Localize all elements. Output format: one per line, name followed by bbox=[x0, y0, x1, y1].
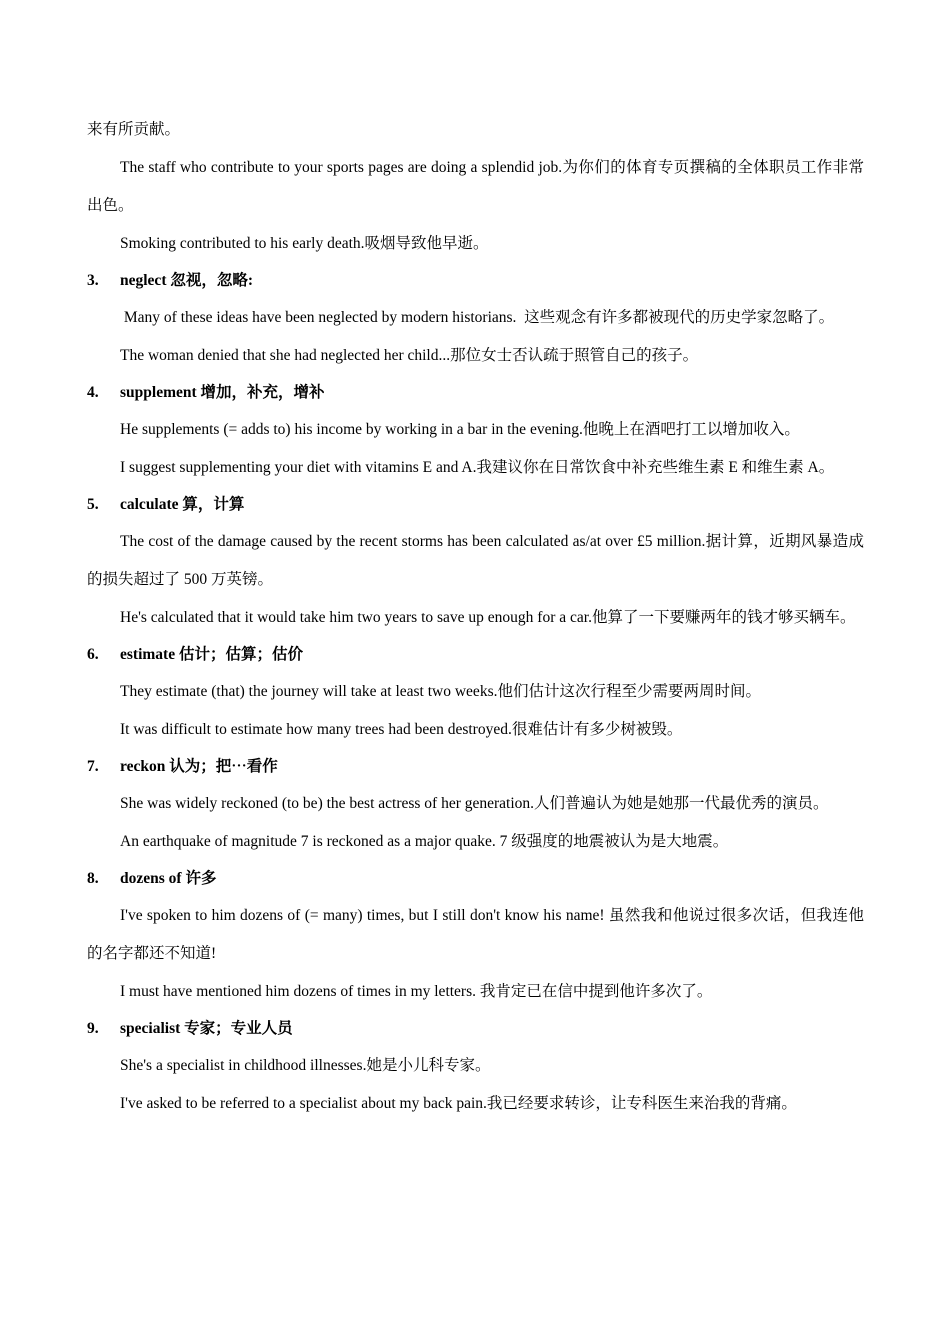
example-sentence: The staff who contribute to your sports pages are doing a splendid job.为你们的体育专页撰稿的全体职员工作非常出色。 bbox=[87, 159, 864, 214]
entry-heading-supplement bbox=[87, 375, 864, 411]
example-sentence: She's a specialist in childhood illnesses.她是小儿科专家。 bbox=[120, 1057, 491, 1074]
example-sentence: He supplements (= adds to) his income by working in a bar in the evening.他晚上在酒吧打工以增加收入。 bbox=[120, 421, 800, 438]
entry-number: 8. bbox=[87, 870, 99, 887]
example-sentence: I must have mentioned him dozens of times in my letters. 我肯定已在信中提到他许多次了。 bbox=[120, 983, 713, 1000]
entry-heading-reckon bbox=[87, 749, 864, 785]
continued-text: 来有所贡献。 bbox=[87, 121, 181, 138]
entry-heading-specialist bbox=[87, 1011, 864, 1047]
example-sentence: I suggest supplementing your diet with vitamins E and A.我建议你在日常饮食中补充些维生素 E 和维生素 A。 bbox=[120, 459, 835, 476]
example-sentence: I've asked to be referred to a specialist about my back pain.我已经要求转诊，让专科医生来治我的背痛。 bbox=[120, 1095, 797, 1112]
entry-number: 6. bbox=[87, 646, 99, 663]
entry-number: 3. bbox=[87, 272, 99, 289]
entry-number: 7. bbox=[87, 758, 99, 775]
entry-word: specialist 专家；专业人员 bbox=[120, 1020, 293, 1037]
entry-heading-estimate bbox=[87, 637, 864, 673]
entry-number: 4. bbox=[87, 384, 99, 401]
entry-word: estimate 估计；估算；估价 bbox=[120, 646, 303, 663]
entry-word: neglect 忽视，忽略: bbox=[120, 272, 254, 289]
entry-heading-neglect bbox=[87, 263, 864, 299]
entry-heading-calculate bbox=[87, 487, 864, 523]
example-sentence: She was widely reckoned (to be) the best actress of her generation.人们普遍认为她是她那一代最优秀的演员。 bbox=[120, 795, 829, 812]
example-sentence: He's calculated that it would take him two years to save up enough for a car.他算了一下要赚两年的钱才够买辆车。 bbox=[120, 609, 856, 626]
entry-word: calculate 算，计算 bbox=[120, 496, 245, 513]
entry-word: dozens of 许多 bbox=[120, 870, 217, 887]
example-sentence: The woman denied that she had neglected her child...那位女士否认疏于照管自己的孩子。 bbox=[120, 347, 699, 364]
example-sentence: An earthquake of magnitude 7 is reckoned as a major quake. 7 级强度的地震被认为是大地震。 bbox=[120, 833, 729, 850]
example-sentence: Smoking contributed to his early death.吸烟导致他早逝。 bbox=[120, 235, 489, 252]
entry-word: reckon 认为；把⋯看作 bbox=[120, 758, 278, 775]
example-sentence: They estimate (that) the journey will take at least two weeks.他们估计这次行程至少需要两周时间。 bbox=[120, 683, 761, 700]
entry-word: supplement 增加，补充，增补 bbox=[120, 384, 325, 401]
example-sentence: It was difficult to estimate how many trees had been destroyed.很难估计有多少树被毁。 bbox=[120, 721, 683, 738]
example-sentence: I've spoken to him dozens of (= many) times, but I still don't know his name! 虽然我和他说过很多次话，但我连他的名字都还不知道! bbox=[87, 907, 864, 962]
page-content bbox=[87, 111, 864, 1123]
example-sentence: The cost of the damage caused by the recent storms has been calculated as/at over £5 million.据计算，近期风暴造成的损失超过了 500 万英镑。 bbox=[87, 533, 864, 588]
example-sentence: Many of these ideas have been neglected by modern historians. 这些观念有许多都被现代的历史学家忽略了。 bbox=[120, 309, 835, 326]
entry-heading-dozens-of bbox=[87, 861, 864, 897]
entry-number: 5. bbox=[87, 496, 99, 513]
entry-number: 9. bbox=[87, 1020, 99, 1037]
